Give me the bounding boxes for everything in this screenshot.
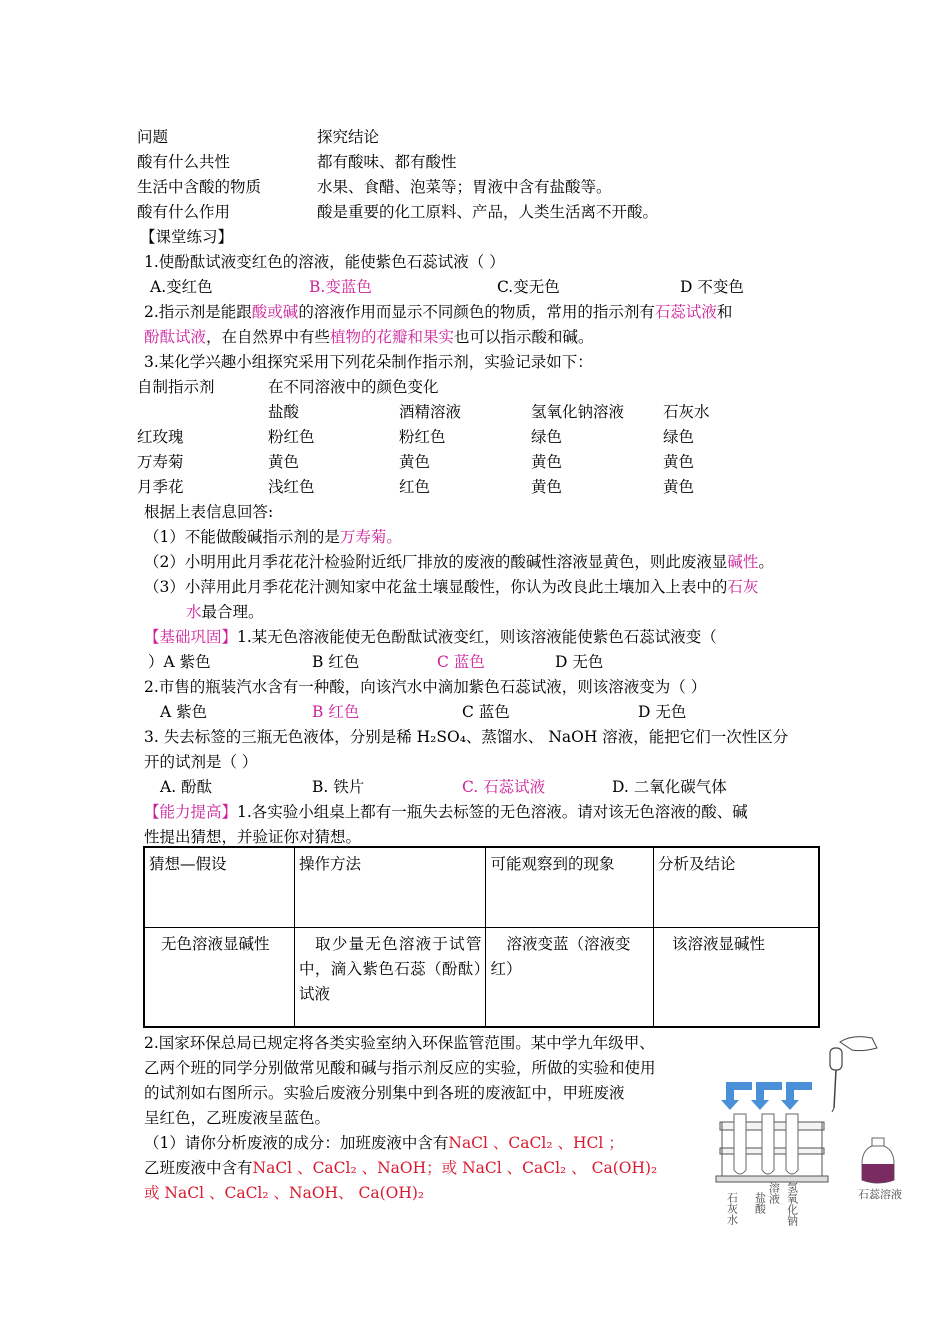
tube-labels bbox=[726, 1181, 799, 1226]
practice-q1-option-a: A.变红色 bbox=[150, 278, 213, 296]
sub-text: （1）不能做酸碱指示剂的是 bbox=[144, 528, 340, 546]
q2-text: 也可以指示酸和碱。 bbox=[454, 328, 594, 346]
basics-q3-option-c: C. 石蕊试液 bbox=[462, 778, 546, 796]
basics-q1-option-a: ）A 紫色 bbox=[148, 653, 211, 671]
advanced-q2-sub3: 或 NaCl 、CaCl₂ 、NaOH、 Ca(OH)₂ bbox=[144, 1184, 425, 1202]
basics-q1-line bbox=[144, 627, 717, 647]
table-cell-hypothesis: 无色溶液显碱性 bbox=[144, 927, 295, 1027]
tube-label: 氢氧化钠 bbox=[785, 1182, 799, 1226]
summary-header-question: 问题 bbox=[137, 128, 169, 146]
practice-q1-option-b: B.变蓝色 bbox=[309, 278, 372, 296]
sub-text: 最合理。 bbox=[201, 603, 264, 621]
advanced-q2-line: 乙两个班的同学分别做常见酸和碱与指示剂反应的实验，所做的实验和使用 bbox=[144, 1059, 656, 1077]
sub-answer: 碱性 bbox=[727, 553, 759, 571]
practice-q1-option-c: C.变无色 bbox=[497, 278, 560, 296]
flower-table-column: 盐酸 bbox=[268, 403, 300, 421]
sub-answer: NaCl 、CaCl₂ 、NaOH；或 NaCl 、CaCl₂ 、 Ca(OH)₂ bbox=[252, 1159, 658, 1177]
practice-q3-answer-intro: 根据上表信息回答: bbox=[144, 503, 274, 521]
practice-q3-stem: 3.某化学兴趣小组探究采用下列花朵制作指示剂，实验记录如下： bbox=[144, 353, 593, 371]
q2-text: 2.指示剂是能跟 bbox=[144, 303, 252, 321]
advanced-q2-line: 的试剂如右图所示。实验后废液分别集中到各班的废液缸中，甲班废液 bbox=[144, 1084, 625, 1102]
flower-table-cell: 黄色 bbox=[531, 478, 563, 496]
sub-text: 乙班废液中含有 bbox=[144, 1159, 253, 1177]
summary-row-question: 生活中含酸的物质 bbox=[137, 178, 262, 196]
practice-q3-sub2 bbox=[144, 552, 774, 572]
tube-label: 石灰水 bbox=[725, 1192, 739, 1225]
flower-table-column: 氢氧化钠溶液 bbox=[531, 403, 625, 421]
basics-q3-option-a: A. 酚酞 bbox=[160, 778, 213, 796]
practice-q3-sub3-cont bbox=[186, 602, 264, 622]
experiment-figure bbox=[712, 1030, 912, 1230]
summary-row-question: 酸有什么作用 bbox=[137, 203, 231, 221]
flower-table-cell: 黄色 bbox=[268, 453, 300, 471]
advanced-heading: 【能力提高】 bbox=[144, 803, 238, 821]
q2-text: ，在自然界中有些 bbox=[206, 328, 331, 346]
advanced-q1-line1 bbox=[144, 802, 748, 822]
basics-q3-option-d: D. 二氧化碳气体 bbox=[612, 778, 727, 796]
flower-table-column: 酒精溶液 bbox=[399, 403, 462, 421]
q2-text: 的溶液作用而显示不同颜色的物质，常用的指示剂有 bbox=[298, 303, 655, 321]
table-header-method: 操作方法 bbox=[295, 847, 486, 927]
flower-table-cell: 万寿菊 bbox=[137, 453, 184, 471]
basics-q2-option-a: A 紫色 bbox=[160, 703, 208, 721]
dropper-icon bbox=[830, 1037, 877, 1112]
q2-answer: 植物的花瓣和果实 bbox=[330, 328, 455, 346]
tube-label: 溶液 bbox=[767, 1182, 781, 1204]
q2-answer: 酚酞试液 bbox=[144, 328, 207, 346]
q2-text: 和 bbox=[716, 303, 733, 321]
practice-q2-line2 bbox=[144, 327, 594, 347]
sub-text: （3）小萍用此月季花花汁测知家中花盆土壤显酸性，你认为改良此土壤加入上表中的 bbox=[144, 578, 728, 596]
advanced-q2-sub2 bbox=[144, 1158, 657, 1178]
advanced-q2-line: 2.国家环保总局已规定将各类实验室纳入环保监管范围。某中学九年级甲、 bbox=[144, 1034, 655, 1052]
flower-table-cell: 粉红色 bbox=[399, 428, 446, 446]
table-cell-method: 取少量无色溶液于试管中，滴入紫色石蕊（酚酞）试液 bbox=[295, 927, 486, 1027]
basics-heading: 【基础巩固】 bbox=[144, 628, 238, 646]
flower-table-cell: 黄色 bbox=[663, 453, 695, 471]
advanced-q1-stem: 1.各实验小组桌上都有一瓶失去标签的无色溶液。请对该无色溶液的酸、碱 bbox=[237, 803, 748, 821]
sub-answer: 水 bbox=[186, 603, 202, 621]
table-header-phenomenon: 可能观察到的现象 bbox=[486, 847, 654, 927]
summary-row-conclusion: 都有酸味、都有酸性 bbox=[317, 153, 457, 171]
flower-table-cell: 绿色 bbox=[663, 428, 695, 446]
table-header-conclusion: 分析及结论 bbox=[653, 847, 819, 927]
summary-row-conclusion: 水果、食醋、泡菜等；胃液中含有盐酸等。 bbox=[317, 178, 612, 196]
test-tube-icon bbox=[734, 1114, 798, 1174]
flower-table-column: 石灰水 bbox=[663, 403, 710, 421]
practice-q1-option-d: D 不变色 bbox=[680, 278, 744, 296]
pour-arrows-icon bbox=[721, 1082, 812, 1110]
basics-q1-option-b: B 红色 bbox=[312, 653, 360, 671]
summary-header-conclusion: 探究结论 bbox=[317, 128, 380, 146]
bottle-label: 石蕊溶液 bbox=[858, 1188, 902, 1201]
flower-table-cell: 黄色 bbox=[663, 478, 695, 496]
sub-text: （2）小明用此月季花花汁检验附近纸厂排放的废液的酸碱性溶液显黄色，则此废液显 bbox=[144, 553, 728, 571]
litmus-bottle-icon bbox=[862, 1138, 894, 1183]
table-cell-phenomenon: 溶液变蓝（溶液变红） bbox=[486, 927, 654, 1027]
basics-q1-option-d: D 无色 bbox=[555, 653, 604, 671]
flower-table-cell: 黄色 bbox=[399, 453, 431, 471]
sub-answer: 万寿菊。 bbox=[339, 528, 402, 546]
tube-label: 盐酸 bbox=[753, 1192, 767, 1214]
basics-q1-stem: 1.某无色溶液能使无色酚酞试液变红，则该溶液能使紫色石蕊试液变（ bbox=[237, 628, 717, 646]
flower-table-cell: 红色 bbox=[399, 478, 431, 496]
sub-answer: NaCl 、CaCl₂ 、HCl ； bbox=[448, 1134, 624, 1152]
flower-table-cell: 浅红色 bbox=[268, 478, 315, 496]
practice-q3-sub3 bbox=[144, 577, 758, 597]
flower-table-cell: 黄色 bbox=[531, 453, 563, 471]
flower-table-header: 自制指示剂 bbox=[137, 378, 215, 396]
flower-table-cell: 月季花 bbox=[137, 478, 184, 496]
advanced-q2-line: 呈红色，乙班废液呈蓝色。 bbox=[144, 1109, 331, 1127]
basics-q3-line1: 3. 失去标签的三瓶无色液体，分别是稀 H₂SO₄、蒸馏水、 NaOH 溶液，能把它们一次性区分 bbox=[144, 728, 789, 746]
flower-table-caption: 在不同溶液中的颜色变化 bbox=[268, 378, 439, 396]
sub-text: 。 bbox=[758, 553, 774, 571]
practice-q1-stem: 1.使酚酞试液变红色的溶液，能使紫色石蕊试液（ ） bbox=[144, 253, 505, 271]
q2-answer: 酸或碱 bbox=[251, 303, 299, 321]
practice-heading: 【课堂练习】 bbox=[140, 228, 234, 246]
basics-q2-option-c: C 蓝色 bbox=[462, 703, 510, 721]
q2-answer: 石蕊试液 bbox=[654, 303, 717, 321]
summary-row-conclusion: 酸是重要的化工原料、产品，人类生活离不开酸。 bbox=[317, 203, 659, 221]
practice-q3-sub1 bbox=[144, 527, 402, 547]
sub-answer: 石灰 bbox=[727, 578, 759, 596]
basics-q1-option-c: C 蓝色 bbox=[437, 653, 485, 671]
table-header-hypothesis: 猜想—假设 bbox=[144, 847, 295, 927]
basics-q2-stem: 2.市售的瓶装汽水含有一种酸，向该汽水中滴加紫色石蕊试液，则该溶液变为（ ） bbox=[144, 678, 707, 696]
flower-table-cell: 绿色 bbox=[531, 428, 563, 446]
basics-q2-option-b: B 红色 bbox=[312, 703, 360, 721]
practice-q2-line1 bbox=[144, 302, 732, 322]
basics-q3-line2: 开的试剂是（ ） bbox=[144, 753, 258, 771]
hypothesis-table bbox=[143, 846, 820, 1028]
flower-table-cell: 粉红色 bbox=[268, 428, 315, 446]
advanced-q1-line2: 性提出猜想，并验证你对猜想。 bbox=[144, 828, 362, 846]
flower-table-cell: 红玫瑰 bbox=[137, 428, 184, 446]
advanced-q2-sub1 bbox=[144, 1133, 624, 1153]
basics-q3-option-b: B. 铁片 bbox=[312, 778, 365, 796]
table-cell-conclusion: 该溶液显碱性 bbox=[653, 927, 819, 1027]
basics-q2-option-d: D 无色 bbox=[638, 703, 687, 721]
sub-text: （1）请你分析废液的成分：加班废液中含有 bbox=[144, 1134, 449, 1152]
summary-row-question: 酸有什么共性 bbox=[137, 153, 231, 171]
